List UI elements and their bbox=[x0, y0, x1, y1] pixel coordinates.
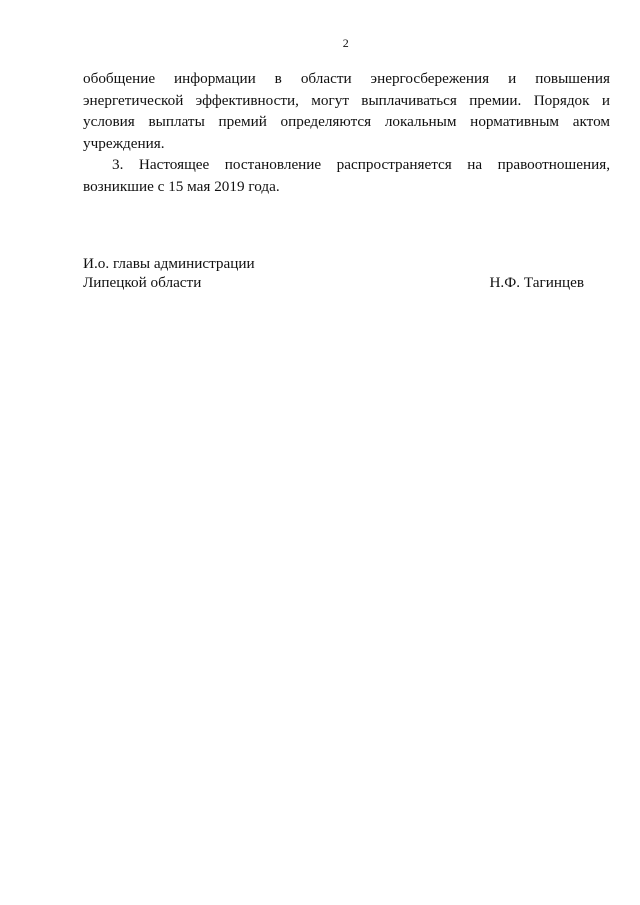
signer-position-line1: И.о. главы администрации bbox=[83, 255, 255, 272]
signer-position-line2: Липецкой области bbox=[83, 274, 202, 291]
paragraph-continuation: обобщение информации в области энергосбережения и повышения энергетической эффективности, могут выплачиваться премии. Порядок и условия выплаты премий определяются локальным нормативным актом учреждения. bbox=[83, 70, 610, 152]
signature-row bbox=[83, 273, 583, 292]
paragraph-clause-3: 3. Настоящее постановление распространяется на правоотношения, возникшие с 15 мая 2019 года. bbox=[83, 156, 610, 195]
page-number: 2 bbox=[342, 36, 350, 50]
signer-name: Н.Ф. Тагинцев bbox=[489, 274, 584, 291]
signature-block bbox=[83, 254, 583, 292]
document-body bbox=[83, 68, 610, 197]
